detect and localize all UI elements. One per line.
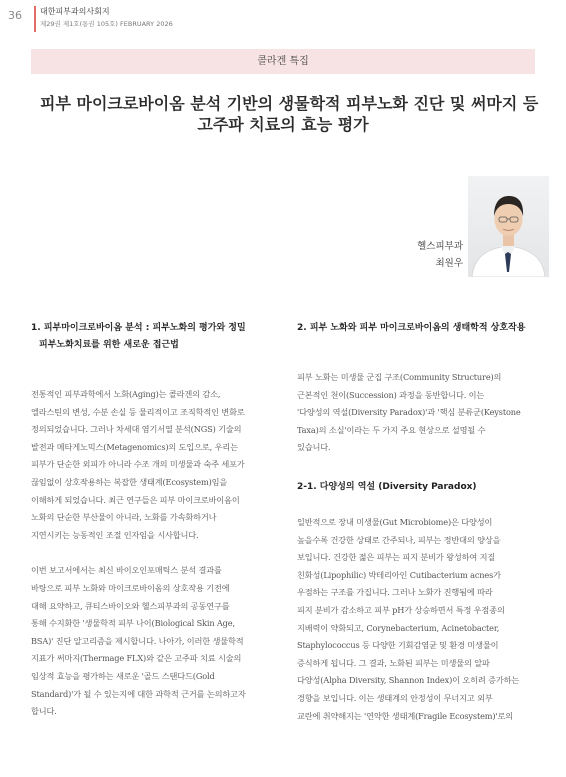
journal-name: 대한피부과의사회지 [40, 7, 110, 16]
text-line: 다양성(Alpha Diversity, Shannon Index)이 오히려 증가하는 [297, 675, 520, 686]
heading-line: 1. 피부마이크로바이옴 분석 : 피부노화의 평가와 정밀 [31, 323, 246, 333]
header-accent-bar [34, 6, 36, 32]
author-affiliation: 헬스피부과 [417, 241, 463, 252]
text-line: 피부 노화는 미생물 군집 구조(Community Structure)의 [297, 372, 502, 382]
text-line: 대해 요약하고, 큐티스바이오와 헬스피부과의 공동연구를 [31, 600, 230, 611]
text-line: 피지 분비가 감소하고 피부 pH가 상승하면서 특정 우점종의 [297, 604, 505, 615]
text-line: 노화의 단순한 부산물이 아니라, 노화를 가속화하거나 [31, 512, 217, 523]
text-line: 친화성(Lipophilic) 박테리아인 Cutibacterium acnes가 [297, 569, 501, 580]
text-line: 발전과 메타게노믹스(Metagenomics)의 도입으로, 우리는 [31, 441, 238, 452]
text-line: 정의되었습니다. 그러나 차세대 염기서열 분석(NGS) 기술의 [31, 424, 242, 435]
article-title-line: 고주파 치료의 효능 평가 [197, 115, 369, 134]
text-line: 이해하게 되었습니다. 최근 연구들은 피부 마이크로바이옴이 [31, 494, 240, 505]
text-line: 근본적인 천이(Succession) 과정을 동반합니다. 이는 [297, 389, 485, 400]
text-line: 보입니다. 건강한 젊은 피부는 피지 분비가 왕성하여 지질 [297, 552, 496, 563]
section-heading [297, 320, 541, 337]
paragraph [297, 369, 541, 457]
text-line: 피부가 단순한 외피가 아니라 수조 개의 미생물과 숙주 세포가 [31, 459, 245, 470]
text-line: 엘라스틴의 변성, 수분 손실 등 물리적이고 조직학적인 변화로 [31, 406, 245, 417]
text-line: Staphylococcus 등 다양한 기회감염균 및 환경 미생물이 [297, 640, 499, 651]
left-column [31, 320, 281, 721]
text-line: 지배력이 약화되고, Corynebacterium, Acinetobacter, [297, 622, 500, 633]
text-line: Taxa)의 소실'이라는 두 가지 주요 현상으로 설명될 수 [297, 424, 486, 435]
text-line: '다양성의 역설(Diversity Paradox)'과 '핵심 분류군(Keystone [297, 407, 521, 418]
text-line: 전통적인 피부과학에서 노화(Aging)는 콜라겐의 감소, [31, 389, 221, 399]
heading-line: 2. 피부 노화와 피부 마이크로바이옴의 생태학적 상호작용 [297, 323, 526, 333]
text-line: 지연시키는 능동적인 조절 인자임을 시사합니다. [31, 529, 199, 540]
text-line: 바탕으로 피부 노화와 마이크로바이옴의 상호작용 기전에 [31, 582, 230, 593]
right-column [297, 320, 541, 725]
text-line: 있습니다. [297, 442, 331, 453]
article-title-line: 피부 마이크로바이옴 분석 기반의 생물학적 피부노화 진단 및 써마지 등 [40, 94, 539, 113]
heading-line: 피부노화치료를 위한 새로운 접근법 [39, 340, 179, 350]
paragraph [31, 562, 281, 720]
text-line: 증식하게 됩니다. 그 결과, 노화된 피부는 미생물의 알파 [297, 657, 490, 668]
text-line: 임상적 효능을 평가하는 새로운 '골드 스탠다드(Gold [31, 670, 215, 681]
paragraph [297, 514, 541, 725]
text-line: 경향을 보입니다. 이는 생태계의 안정성이 무너지고 외부 [297, 692, 493, 703]
text-line: 높을수록 건강한 상태로 간주되나, 피부는 정반대의 양상을 [297, 534, 501, 545]
text-line: 합니다. [31, 706, 57, 717]
text-line: 이번 보고서에서는 최신 바이오인포매틱스 분석 결과를 [31, 565, 222, 576]
text-line: BSA)' 진단 알고리즘을 제시합니다. 나아가, 이러한 생물학적 [31, 635, 244, 646]
subsection-heading [297, 479, 541, 496]
text-line: 우점하는 구조를 가집니다. 그러나 노화가 진행됨에 따라 [297, 587, 493, 598]
author-name: 최원우 [435, 258, 463, 269]
author-photo [468, 176, 549, 277]
text-line: 일반적으로 장내 미생물(Gut Microbiome)은 다양성이 [297, 516, 493, 527]
heading-line: 2-1. 다양성의 역설 (Diversity Paradox) [297, 481, 477, 492]
issue-info: 제29권 제1호(통권 105호) FEBRUARY 2026 [40, 20, 173, 28]
text-line: 지표가 써마지(Thermage FLX)와 같은 고주파 치료 시술의 [31, 653, 242, 664]
page-number: 36 [8, 9, 22, 22]
paragraph [31, 386, 281, 544]
article-title [40, 93, 539, 135]
text-line: Standard)'가 될 수 있는지에 대한 과학적 근거를 논의하고자 [31, 688, 246, 699]
text-line: 끊임없이 상호작용하는 복잡한 생태계(Ecosystem)임을 [31, 476, 228, 487]
text-line: 교란에 취약해지는 '연약한 생태계(Fragile Ecosystem)'로의 [297, 710, 514, 721]
section-heading [31, 320, 281, 354]
text-line: 통해 수지화한 '생물학적 피부 나이(Biological Skin Age, [31, 618, 235, 629]
section-banner: 콜라겐 특집 [31, 49, 535, 74]
